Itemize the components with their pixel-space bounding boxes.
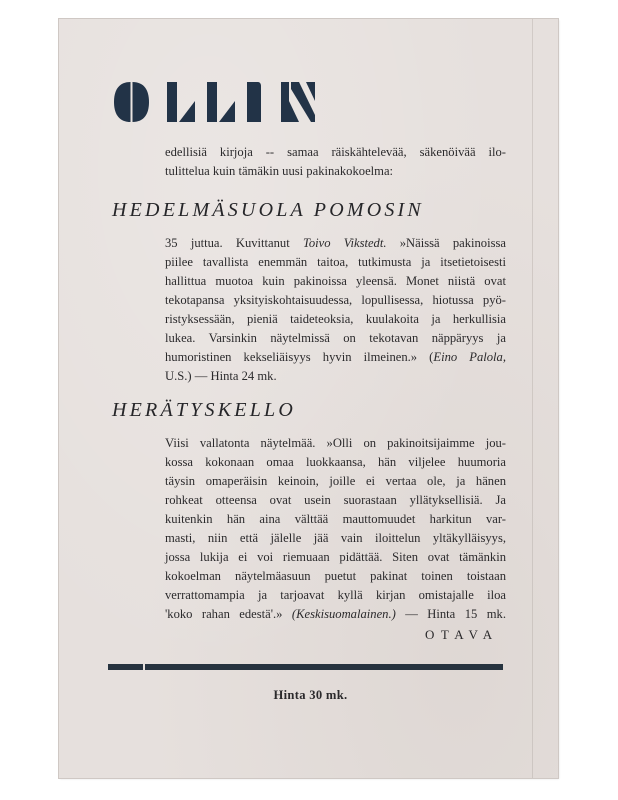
reviewer-name: (Keskisuomalainen.): [291, 607, 396, 621]
description-line: Viisi vallatonta näytelmää. »Olli on pakinoitsijaimme jou-: [165, 436, 506, 450]
text-run: 'koko rahan edestä'.»: [165, 607, 292, 621]
intro-line: edellisiä kirjoja -- samaa räiskähtelevää, säkenöivää ilo-: [165, 145, 506, 159]
description-line: verrattomampia ja tarjoavat kyllä kirjan omistajalle iloa: [165, 588, 506, 602]
description-line: täysin omaperäisin keinoin, joille ei vertaa ole, ja hänen: [165, 474, 506, 488]
description-line: tekotapansa yksityiskohtaisuudessa, lopullisessa, hiotussa pyö-: [165, 293, 506, 307]
description-line: U.S.) — Hinta 24 mk.: [165, 369, 277, 383]
reviewer-name: Eino Palola,: [433, 350, 506, 364]
description-line: kuitenkin hän aina välttää mauttomuudet harkitun var-: [165, 512, 506, 526]
description-line: kokoelman näytelmäasuun puetut pakinat toinen toistaan: [165, 569, 506, 583]
description-line: ristyksessään, pieniä taideteoksia, kuulakoita ja herkullisia: [165, 312, 506, 326]
text-run: — Hinta 15 mk.: [395, 607, 506, 621]
description-line: masti, niin että jälelle jää vain iloittelun yltäkylläisyys,: [165, 531, 506, 545]
text-run: »Näissä pakinoissa: [386, 236, 506, 250]
text-run: 35 juttua. Kuvittanut: [165, 236, 303, 250]
page-fold-line: [532, 19, 533, 778]
description-line: hallittua muotoa kuin pakinoissa yleensä. Monet niistä ovat: [165, 274, 506, 288]
publisher-name: OTAVA: [425, 627, 499, 642]
book-page: [59, 19, 558, 778]
description-line: [165, 234, 506, 253]
intro-line: tulittelua kuin tämäkin uusi pakinakokoelma:: [165, 164, 394, 178]
description-line: rohkeat otteensa ovat usein suorastaan yllätyksellisiä. Ja: [165, 493, 506, 507]
description-line: [165, 605, 506, 624]
stencil-title-graphic: [113, 81, 323, 123]
book-title-heratyskello: HERÄTYSKELLO: [112, 399, 296, 421]
footer-price: Hinta 30 mk.: [273, 688, 348, 702]
text-run: humoristinen kekseliäisyys hyvin ilmeinen.» (: [165, 350, 434, 364]
book-title-hedelmasuola-pomosin: HEDELMÄSUOLA POMOSIN: [112, 199, 424, 221]
description-line: [165, 348, 506, 367]
book-description-heratyskello: [165, 434, 506, 624]
title-ollin: [113, 81, 323, 123]
description-line: jossa lukija ei voi riemuaan pidättää. Siten ovat tämänkin: [165, 550, 506, 564]
illustrator-name: Toivo Vikstedt.: [302, 236, 387, 250]
book-description-hedelmasuola: [165, 234, 506, 386]
description-line: lukea. Varsinkin näytelmissä on tekotavan näppäryys ja: [165, 331, 506, 345]
horizontal-rule: [108, 664, 503, 670]
rule-gap: [143, 664, 145, 670]
description-line: kossa kokonaan omaa luokkaansa, hän viljelee huumoria: [165, 455, 506, 469]
intro-paragraph: [165, 143, 506, 181]
description-line: piilee tavallista enemmän taitoa, tutkimusta ja itsetietoisesti: [165, 255, 506, 269]
